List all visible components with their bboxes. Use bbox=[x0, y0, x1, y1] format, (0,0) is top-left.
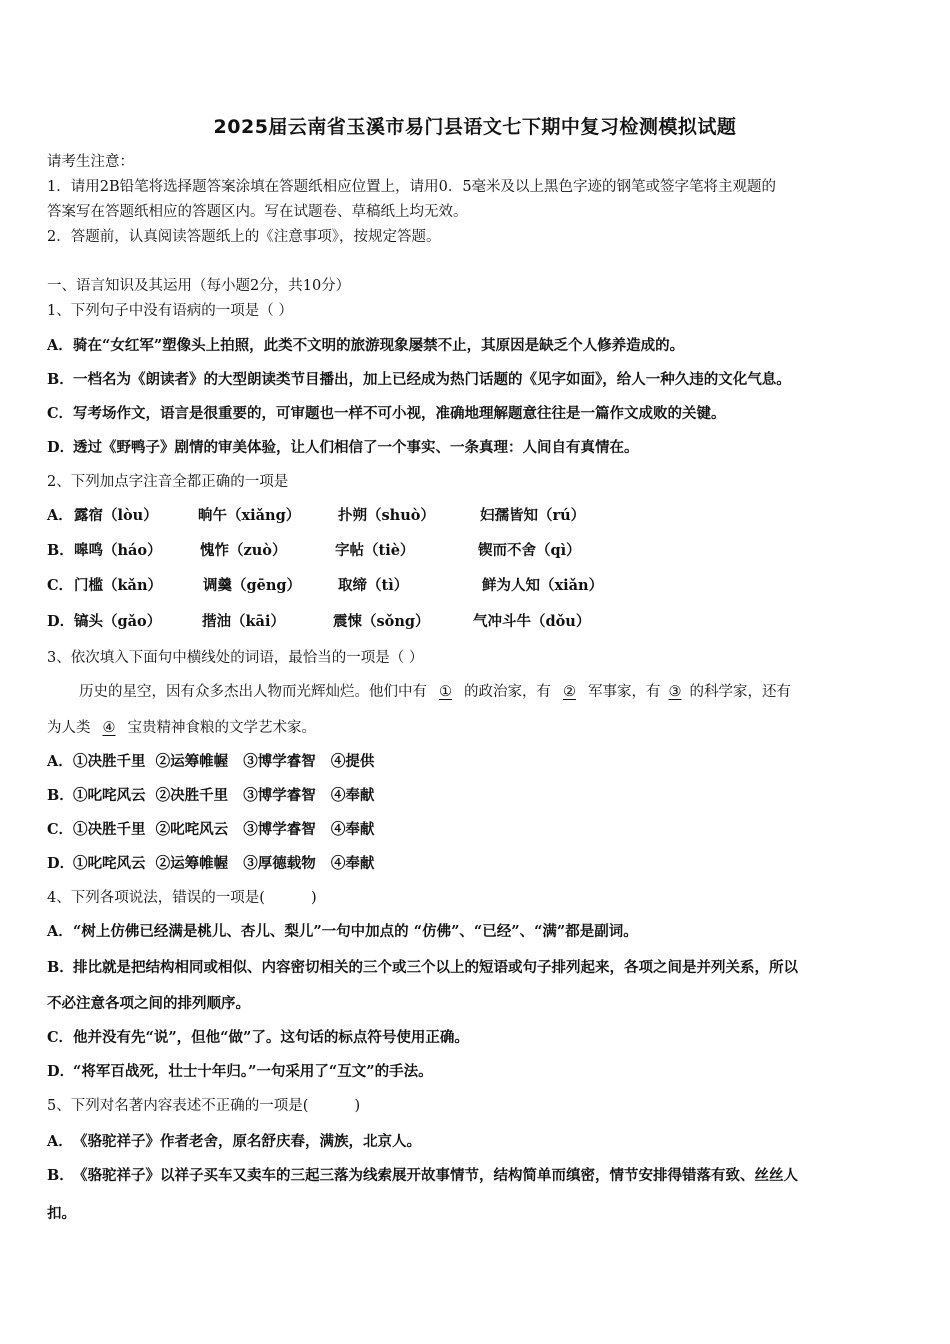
q1-option-b bbox=[47, 370, 791, 390]
option-label: C． bbox=[47, 821, 74, 838]
q3-stem: 3、依次填入下面句中横线处的词语，最恰当的一项是（ ） bbox=[47, 650, 424, 666]
q3-blank-3: ③ bbox=[668, 684, 682, 700]
option-label: A． bbox=[47, 753, 73, 770]
q2-row-d-c2: 揩油（kāi） bbox=[202, 613, 285, 630]
q5-option-b-cont: 扣。 bbox=[47, 1205, 76, 1222]
q2-stem: 2、下列加点字注音全都正确的一项是 bbox=[47, 474, 289, 490]
q3-option-b bbox=[47, 786, 374, 806]
q2-row-b-c4: 锲而不舍（qì） bbox=[478, 542, 581, 559]
option-text: 他并没有先“说”，但他“做”了。这句话的标点符号使用正确。 bbox=[73, 1029, 469, 1046]
q2-row-c-c1: 门槛（kǎn） bbox=[74, 577, 162, 594]
q1-option-c bbox=[47, 404, 726, 424]
q2-row-c-label: C． bbox=[47, 577, 74, 594]
q2-row-d-c4: 气冲斗牛（dǒu） bbox=[473, 613, 591, 630]
q2-row-a-c4: 妇孺皆知（rú） bbox=[480, 507, 586, 524]
option-label: D． bbox=[47, 439, 75, 456]
q3-text: 军事家，有 bbox=[588, 684, 661, 700]
option-text: ①叱咤风云 ②运筹帷幄 ③厚德载物 ④奉献 bbox=[73, 855, 375, 872]
q3-option-a bbox=[47, 752, 374, 772]
q2-row-b-c3: 字帖（tiè） bbox=[335, 542, 415, 559]
q3-text: 为人类 bbox=[47, 720, 91, 736]
q3-text: 的科学家，还有 bbox=[689, 684, 791, 700]
q5-stem: 5、下列对名著内容表述不正确的一项是( ) bbox=[47, 1098, 361, 1114]
option-label: B． bbox=[47, 959, 74, 976]
q2-row-a-c1: 露宿（lòu） bbox=[74, 507, 158, 524]
q2-row-d-c3: 震悚（sǒng） bbox=[333, 613, 430, 630]
q4-option-b-cont: 不必注意各项之间的排列顺序。 bbox=[47, 995, 250, 1012]
q3-text: 的政治家，有 bbox=[464, 684, 551, 700]
option-label: C． bbox=[47, 1029, 74, 1046]
q5-option-b bbox=[47, 1166, 798, 1186]
option-text: 透过《野鸭子》剧情的审美体验，让人们相信了一个事实、一条真理：人间自有真情在。 bbox=[73, 439, 639, 456]
q2-row-b-label: B． bbox=[47, 542, 74, 559]
section-heading: 一、语言知识及其运用（每小题2分，共10分） bbox=[47, 278, 351, 294]
q3-text: 宝贵精神食粮的文学艺术家。 bbox=[127, 720, 316, 736]
option-text: 一档名为《朗读者》的大型朗读类节目播出，加上已经成为热门话题的《见字如面》，给人一种久违的文化气息。 bbox=[73, 371, 791, 388]
notice-line-2: 2．答题前，认真阅读答题纸上的《注意事项》，按规定答题。 bbox=[47, 229, 441, 245]
option-text: ①决胜千里 ②叱咤风云 ③博学睿智 ④奉献 bbox=[73, 821, 375, 838]
option-label: B． bbox=[47, 371, 74, 388]
option-label: B． bbox=[47, 1167, 74, 1184]
option-label: A． bbox=[47, 337, 73, 354]
q1-option-a bbox=[47, 336, 684, 356]
option-label: A． bbox=[47, 923, 73, 940]
q4-stem: 4、下列各项说法，错误的一项是( ) bbox=[47, 890, 317, 906]
option-label: D． bbox=[47, 1063, 75, 1080]
option-label: D． bbox=[47, 855, 75, 872]
option-text: “树上仿佛已经满是桃儿、杏儿、梨儿”一句中加点的 “仿佛”、“已经”、“满”都是副词。 bbox=[73, 923, 638, 940]
q3-passage-line-2 bbox=[47, 718, 316, 738]
option-label: C． bbox=[47, 405, 74, 422]
notice-line-1b: 答案写在答题纸相应的答题区内。写在试题卷、草稿纸上均无效。 bbox=[47, 204, 468, 220]
option-label: A． bbox=[47, 1133, 73, 1150]
q2-row-a-c3: 扑朔（shuò） bbox=[338, 507, 435, 524]
option-text: 写考场作文，语言是很重要的，可审题也一样不可小视，准确地理解题意往往是一篇作文成败的关键。 bbox=[73, 405, 726, 422]
q2-row-a-label: A． bbox=[47, 507, 73, 524]
option-text: “将军百战死，壮士十年归。”一句采用了“互文”的手法。 bbox=[73, 1063, 433, 1080]
option-text: 《骆驼祥子》作者老舍，原名舒庆春，满族，北京人。 bbox=[73, 1133, 421, 1150]
q4-option-d bbox=[47, 1062, 433, 1082]
option-text: 骑在“女红军”塑像头上拍照，此类不文明的旅游现象屡禁不止，其原因是缺乏个人修养造成的。 bbox=[73, 337, 685, 354]
q3-option-d bbox=[47, 854, 374, 874]
q4-option-c bbox=[47, 1028, 469, 1048]
q5-option-a bbox=[47, 1132, 421, 1152]
q2-row-d-c1: 镐头（gǎo） bbox=[74, 613, 162, 630]
q2-row-a-c2: 晌午（xiǎng） bbox=[198, 507, 301, 524]
q3-passage-line-1 bbox=[79, 682, 791, 702]
q2-row-b-c1: 嗥鸣（háo） bbox=[74, 542, 162, 559]
notice-heading: 请考生注意： bbox=[47, 154, 134, 170]
q4-option-b bbox=[47, 958, 798, 978]
q3-blank-4: ④ bbox=[102, 720, 116, 736]
option-text: 《骆驼祥子》以祥子买车又卖车的三起三落为线索展开故事情节，结构简单而缜密，情节安排得错落有致、丝丝人 bbox=[73, 1167, 798, 1184]
option-label: B． bbox=[47, 787, 74, 804]
q3-option-c bbox=[47, 820, 374, 840]
q2-row-b-c2: 愧怍（zuò） bbox=[200, 542, 287, 559]
q2-row-c-c2: 调羹（gēng） bbox=[203, 577, 302, 594]
option-text: ①叱咤风云 ②决胜千里 ③博学睿智 ④奉献 bbox=[73, 787, 375, 804]
option-text: 排比就是把结构相同或相似、内容密切相关的三个或三个以上的短语或句子排列起来，各项之间是并列关系，所以 bbox=[73, 959, 798, 976]
q3-blank-2: ② bbox=[563, 684, 576, 700]
option-text: ①决胜千里 ②运筹帷幄 ③博学睿智 ④提供 bbox=[73, 753, 375, 770]
q2-row-c-c4: 鲜为人知（xiǎn） bbox=[482, 577, 604, 594]
q1-stem: 1、下列句子中没有语病的一项是（ ） bbox=[47, 303, 293, 319]
q3-text: 历史的星空，因有众多杰出人物而光辉灿烂。他们中有 bbox=[79, 684, 427, 700]
notice-line-1a: 1．请用2B铅笔将选择题答案涂填在答题纸相应位置上，请用0．5毫米及以上黑色字迹的钢笔或签字笔将主观题的 bbox=[47, 179, 777, 195]
q3-blank-1: ① bbox=[439, 684, 452, 700]
q2-row-c-c3: 取缔（tì） bbox=[338, 577, 409, 594]
exam-title: 2025届云南省玉溪市易门县语文七下期中复习检测模拟试题 bbox=[213, 116, 737, 138]
q2-row-d-label: D． bbox=[47, 613, 75, 630]
q4-option-a bbox=[47, 922, 638, 942]
q1-option-d bbox=[47, 438, 639, 458]
